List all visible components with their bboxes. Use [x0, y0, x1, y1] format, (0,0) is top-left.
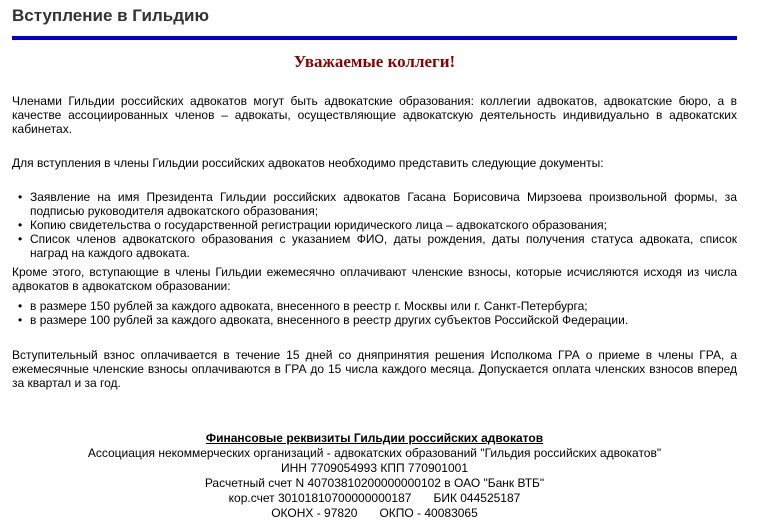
fees-list — [12, 299, 737, 327]
requisites-codes-line — [12, 506, 737, 521]
requisites-corr-account: кор.счет 30101810700000000187 — [228, 491, 412, 505]
list-item-text: в размере 100 рублей за каждого адвоката, внесенного в реестр других субъектов Российской Федерации. — [30, 313, 629, 327]
list-item-text: Заявление на имя Президента Гильдии российских адвокатов Гасана Борисовича Мирзоева произвольной формы, за подписью руководителя адвокатского образования; — [30, 190, 737, 218]
list-item-text: Список членов адвокатского образования с указанием ФИО, даты рождения, даты получения статуса адвоката, список наград на каждого адвоката. — [30, 232, 737, 260]
requisites-okpo: ОКПО - 40083065 — [379, 506, 478, 520]
requisites-inn-kpp: ИНН 7709054993 КПП 770901001 — [280, 461, 468, 475]
list-item-text: Копию свидетельства о государственной регистрации юридического лица – адвокатского образования; — [30, 218, 607, 232]
documents-list — [12, 190, 737, 260]
page-content — [12, 0, 737, 520]
requisites-title: Финансовые реквизиты Гильдии российских адвокатов — [205, 431, 544, 445]
requisites-okonh: ОКОНХ - 97820 — [271, 506, 358, 520]
bullet-icon: • — [18, 232, 23, 246]
requisites-corr-line — [12, 491, 737, 506]
requisites-account: Расчетный счет N 40703810200000000102 в ОАО "Банк ВТБ" — [204, 476, 545, 490]
list-item — [18, 218, 737, 232]
title-divider — [12, 36, 737, 40]
bullet-icon: • — [18, 218, 23, 232]
page-header — [12, 0, 737, 36]
bullet-icon: • — [18, 313, 23, 327]
members-paragraph: Членами Гильдии российских адвокатов могут быть адвокатские образования: коллегии адвокатов, адвокатские бюро, а в качестве ассоциированных членов – адвокаты, осуществляющие адвокатскую деятельность индивидуально в адвокатских кабинетах. — [12, 94, 737, 136]
fees-intro-paragraph: Кроме этого, вступающие в члены Гильдии ежемесячно оплачивают членские взносы, которые исчисляются исходя из числа адвокатов в адвокатском образовании: — [12, 265, 737, 293]
list-item — [18, 190, 737, 218]
page-title: Вступление в Гильдию — [12, 6, 209, 25]
bullet-icon: • — [18, 299, 23, 313]
requisites-organization: Ассоциация некоммерческих организаций - адвокатских образований "Гильдия российских адвокатов" — [87, 446, 662, 460]
list-item — [18, 232, 737, 260]
bullet-icon: • — [18, 190, 23, 204]
payment-terms-paragraph: Вступительный взнос оплачивается в течение 15 дней со дняпринятия решения Исполкома ГРА о приеме в члены ГРА, а ежемесячные членские взносы оплачиваются в ГРА до 15 числа каждого месяца. Допускается оплата членских взносов вперед за квартал и за год. — [12, 348, 737, 390]
requisites-bik: БИК 044525187 — [433, 491, 521, 505]
greeting-heading: Уважаемые коллеги! — [293, 52, 456, 71]
list-item — [18, 313, 737, 327]
documents-intro-paragraph: Для вступления в члены Гильдии российских адвокатов необходимо представить следующие документы: — [12, 156, 604, 170]
list-item — [18, 299, 737, 313]
list-item-text: в размере 150 рублей за каждого адвоката, внесенного в реестр г. Москвы или г. Санкт-Петербурга; — [30, 299, 588, 313]
financial-requisites — [12, 431, 737, 521]
